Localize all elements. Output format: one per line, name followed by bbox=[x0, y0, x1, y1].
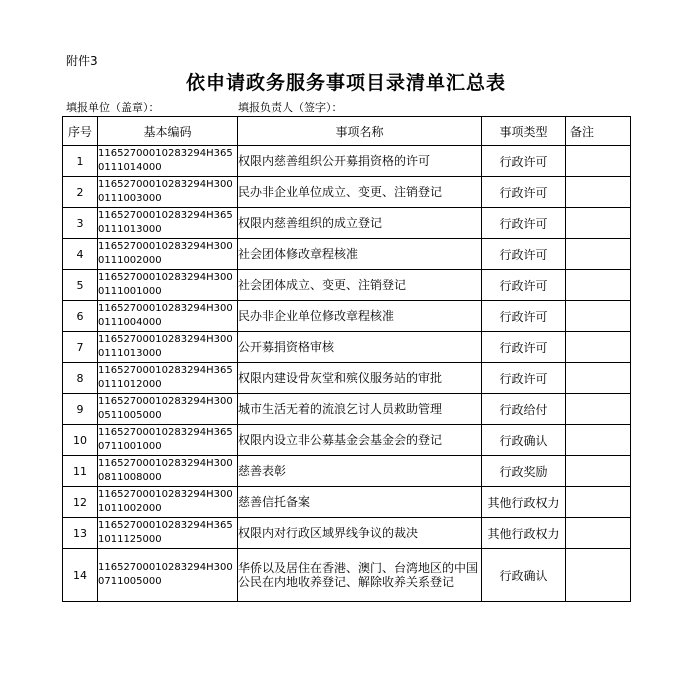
basic-code: 11652700010283294H3000511005000 bbox=[98, 394, 238, 425]
column-header-name: 事项名称 bbox=[238, 117, 482, 146]
note-cell bbox=[566, 270, 631, 301]
table-row bbox=[63, 456, 631, 487]
basic-code: 11652700010283294H3001011002000 bbox=[98, 487, 238, 518]
row-number: 9 bbox=[63, 394, 98, 425]
service-items-table bbox=[62, 116, 631, 602]
item-name: 权限内慈善组织公开募捐资格的许可 bbox=[238, 146, 482, 177]
item-type: 行政许可 bbox=[482, 146, 566, 177]
row-number: 6 bbox=[63, 301, 98, 332]
basic-code: 11652700010283294H3000811008000 bbox=[98, 456, 238, 487]
table-row bbox=[63, 549, 631, 602]
table-row bbox=[63, 425, 631, 456]
basic-code: 11652700010283294H3650111014000 bbox=[98, 146, 238, 177]
filling-unit-label: 填报单位（盖章）： bbox=[66, 101, 160, 114]
note-cell bbox=[566, 549, 631, 602]
basic-code: 11652700010283294H3000111004000 bbox=[98, 301, 238, 332]
basic-code: 11652700010283294H3651011125000 bbox=[98, 518, 238, 549]
item-type: 行政给付 bbox=[482, 394, 566, 425]
table-row bbox=[63, 177, 631, 208]
note-cell bbox=[566, 363, 631, 394]
note-cell bbox=[566, 394, 631, 425]
basic-code: 11652700010283294H3650111012000 bbox=[98, 363, 238, 394]
item-type: 行政奖励 bbox=[482, 456, 566, 487]
item-type: 行政许可 bbox=[482, 332, 566, 363]
item-name: 慈善表彰 bbox=[238, 456, 482, 487]
item-type: 行政许可 bbox=[482, 301, 566, 332]
item-name: 城市生活无着的流浪乞讨人员救助管理 bbox=[238, 394, 482, 425]
table-row bbox=[63, 301, 631, 332]
note-cell bbox=[566, 301, 631, 332]
basic-code: 11652700010283294H3650711001000 bbox=[98, 425, 238, 456]
column-header-no: 序号 bbox=[63, 117, 98, 146]
note-cell bbox=[566, 425, 631, 456]
item-type: 行政确认 bbox=[482, 549, 566, 602]
item-name: 民办非企业单位成立、变更、注销登记 bbox=[238, 177, 482, 208]
note-cell bbox=[566, 177, 631, 208]
item-type: 其他行政权力 bbox=[482, 518, 566, 549]
row-number: 10 bbox=[63, 425, 98, 456]
note-cell bbox=[566, 208, 631, 239]
item-name: 慈善信托备案 bbox=[238, 487, 482, 518]
item-name: 权限内建设骨灰堂和殡仪服务站的审批 bbox=[238, 363, 482, 394]
table-row bbox=[63, 363, 631, 394]
item-type: 行政许可 bbox=[482, 208, 566, 239]
table-row bbox=[63, 332, 631, 363]
basic-code: 11652700010283294H3000111013000 bbox=[98, 332, 238, 363]
item-name: 民办非企业单位修改章程核准 bbox=[238, 301, 482, 332]
item-name: 社会团体成立、变更、注销登记 bbox=[238, 270, 482, 301]
basic-code: 11652700010283294H3650111013000 bbox=[98, 208, 238, 239]
column-header-code: 基本编码 bbox=[98, 117, 238, 146]
item-name: 华侨以及居住在香港、澳门、台湾地区的中国公民在内地收养登记、解除收养关系登记 bbox=[238, 549, 482, 602]
row-number: 1 bbox=[63, 146, 98, 177]
column-header-type: 事项类型 bbox=[482, 117, 566, 146]
item-type: 行政许可 bbox=[482, 363, 566, 394]
attachment-label: 附件3 bbox=[66, 54, 98, 68]
row-number: 11 bbox=[63, 456, 98, 487]
item-name: 公开募捐资格审核 bbox=[238, 332, 482, 363]
basic-code: 11652700010283294H3000111002000 bbox=[98, 239, 238, 270]
note-cell bbox=[566, 487, 631, 518]
row-number: 4 bbox=[63, 239, 98, 270]
table-header-row bbox=[63, 117, 631, 146]
table-row bbox=[63, 518, 631, 549]
note-cell bbox=[566, 518, 631, 549]
item-type: 行政许可 bbox=[482, 177, 566, 208]
row-number: 13 bbox=[63, 518, 98, 549]
table-row bbox=[63, 208, 631, 239]
row-number: 3 bbox=[63, 208, 98, 239]
item-type: 行政许可 bbox=[482, 239, 566, 270]
basic-code: 11652700010283294H3000711005000 bbox=[98, 549, 238, 602]
table-row bbox=[63, 239, 631, 270]
row-number: 2 bbox=[63, 177, 98, 208]
item-type: 其他行政权力 bbox=[482, 487, 566, 518]
table-row bbox=[63, 270, 631, 301]
row-number: 7 bbox=[63, 332, 98, 363]
table-row bbox=[63, 146, 631, 177]
note-cell bbox=[566, 239, 631, 270]
note-cell bbox=[566, 146, 631, 177]
item-type: 行政许可 bbox=[482, 270, 566, 301]
basic-code: 11652700010283294H3000111003000 bbox=[98, 177, 238, 208]
item-name: 权限内对行政区域界线争议的裁决 bbox=[238, 518, 482, 549]
row-number: 14 bbox=[63, 549, 98, 602]
note-cell bbox=[566, 332, 631, 363]
basic-code: 11652700010283294H3000111001000 bbox=[98, 270, 238, 301]
row-number: 8 bbox=[63, 363, 98, 394]
note-cell bbox=[566, 456, 631, 487]
item-type: 行政确认 bbox=[482, 425, 566, 456]
table-row bbox=[63, 487, 631, 518]
responsible-person-label: 填报负责人（签字）： bbox=[238, 101, 343, 114]
row-number: 5 bbox=[63, 270, 98, 301]
page-title: 依申请政务服务事项目录清单汇总表 bbox=[185, 72, 506, 94]
row-number: 12 bbox=[63, 487, 98, 518]
column-header-note: 备注 bbox=[566, 117, 631, 146]
item-name: 权限内慈善组织的成立登记 bbox=[238, 208, 482, 239]
item-name: 社会团体修改章程核准 bbox=[238, 239, 482, 270]
item-name: 权限内设立非公募基金会基金会的登记 bbox=[238, 425, 482, 456]
table-row bbox=[63, 394, 631, 425]
